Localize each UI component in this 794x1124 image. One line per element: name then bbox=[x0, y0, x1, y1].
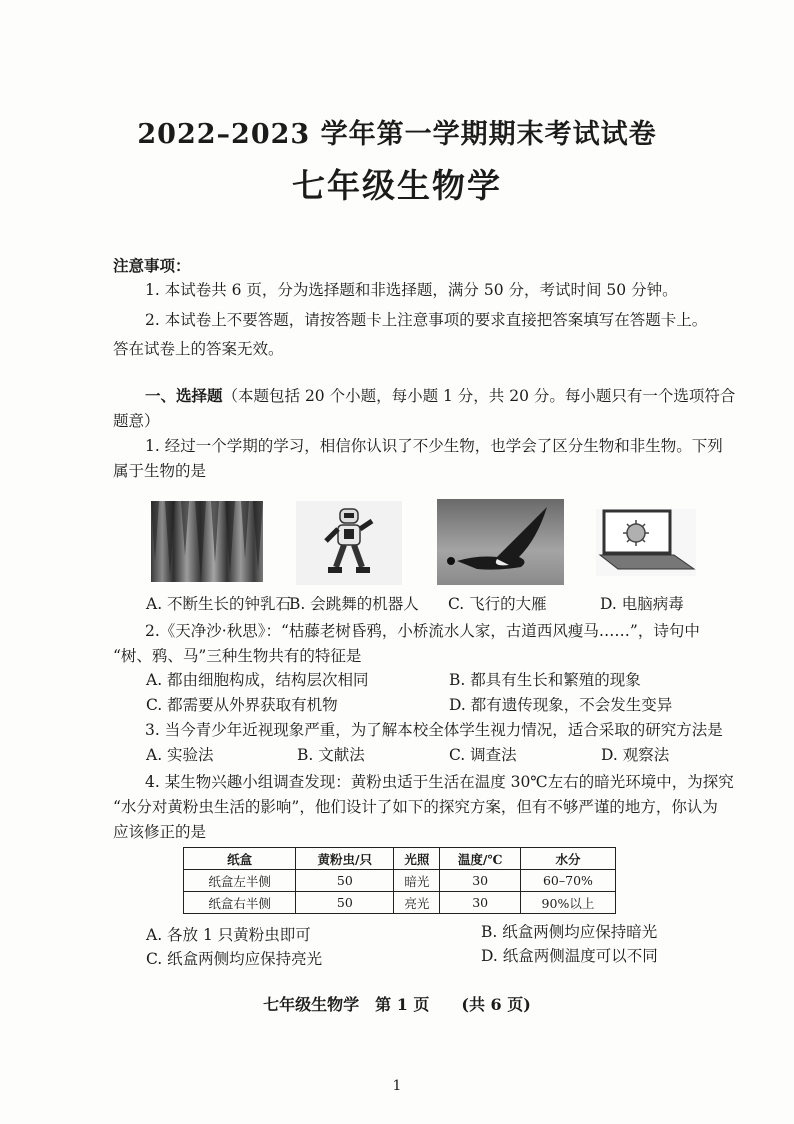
table-cell: 纸盒右半侧 bbox=[184, 892, 296, 914]
stalactite-image bbox=[151, 501, 263, 582]
table-header-row bbox=[184, 848, 616, 870]
q2-stem-cont: “树、鸦、马”三种生物共有的特征是 bbox=[113, 647, 362, 665]
notice-item-1: 1. 本试卷共 6 页，分为选择题和非选择题，满分 50 分，考试时间 50 分钟。 bbox=[145, 281, 678, 299]
q4-option-b: B. 纸盒两侧均应保持暗光 bbox=[481, 923, 658, 941]
table-cell: 50 bbox=[296, 892, 394, 914]
table-row bbox=[184, 892, 616, 914]
q4-stem-cont: “水分对黄粉虫生活的影响”，他们设计了如下的探究方案，但有不够严谨的地方，你认为 bbox=[113, 798, 718, 816]
q3-option-d: D. 观察法 bbox=[601, 746, 670, 764]
table-cell: 60–70% bbox=[520, 870, 615, 892]
section-title: 一、选择题 bbox=[145, 386, 223, 405]
table-cell: 亮光 bbox=[394, 892, 440, 914]
q4-stem-cont-2: 应该修正的是 bbox=[113, 823, 207, 841]
table-cell: 暗光 bbox=[394, 870, 440, 892]
table-header-cell: 黄粉虫/只 bbox=[296, 848, 394, 870]
q1-stem: 1. 经过一个学期的学习，相信你认识了不少生物，也学会了区分生物和非生物。下列 bbox=[145, 437, 723, 455]
dancing-robot-image bbox=[296, 501, 402, 585]
q1-option-d: D. 电脑病毒 bbox=[600, 595, 684, 613]
q1-option-c: C. 飞行的大雁 bbox=[448, 595, 547, 613]
q1-option-a: A. 不断生长的钟乳石 bbox=[146, 595, 292, 613]
table-header-cell: 光照 bbox=[394, 848, 440, 870]
q2-option-d: D. 都有遗传现象，不会发生变异 bbox=[449, 696, 673, 714]
notice-item-2: 2. 本试卷上不要答题，请按答题卡上注意事项的要求直接把答案填写在答题卡上。 bbox=[145, 311, 708, 329]
section-heading bbox=[145, 384, 735, 408]
table-cell: 30 bbox=[440, 870, 520, 892]
exam-subtitle: 七年级生物学 bbox=[292, 166, 502, 205]
page-number: 1 bbox=[392, 1078, 402, 1094]
q3-option-b: B. 文献法 bbox=[297, 746, 365, 764]
table-cell: 50 bbox=[296, 870, 394, 892]
q2-option-b: B. 都具有生长和繁殖的现象 bbox=[449, 671, 641, 689]
q2-stem: 2.《天净沙·秋思》：“枯藤老树昏鸦，小桥流水人家，古道西风瘦马……”，诗句中 bbox=[145, 622, 700, 640]
q4-option-a: A. 各放 1 只黄粉虫即可 bbox=[146, 926, 311, 944]
q3-option-c: C. 调查法 bbox=[449, 746, 517, 764]
q4-option-c: C. 纸盒两侧均应保持亮光 bbox=[146, 950, 323, 968]
computer-virus-image bbox=[596, 509, 696, 576]
notice-item-2-cont: 答在试卷上的答案无效。 bbox=[113, 340, 284, 358]
exam-title: 2022–2023 学年第一学期期末考试试卷 bbox=[137, 119, 657, 150]
q4-option-d: D. 纸盒两侧温度可以不同 bbox=[481, 947, 658, 965]
table-header-cell: 纸盒 bbox=[184, 848, 296, 870]
table-cell: 90%以上 bbox=[520, 892, 615, 914]
table-row bbox=[184, 870, 616, 892]
table-header-cell: 水分 bbox=[520, 848, 615, 870]
table-header-cell: 温度/℃ bbox=[440, 848, 520, 870]
table-cell: 30 bbox=[440, 892, 520, 914]
table-cell: 纸盒左半侧 bbox=[184, 870, 296, 892]
page-footer: 七年级生物学 第 1 页 (共 6 页) bbox=[263, 995, 531, 1014]
experiment-table bbox=[183, 847, 616, 914]
q1-stem-cont: 属于生物的是 bbox=[113, 462, 207, 480]
wild-goose-image bbox=[437, 499, 564, 585]
q2-option-c: C. 都需要从外界获取有机物 bbox=[146, 696, 338, 714]
notice-heading: 注意事项： bbox=[113, 256, 191, 275]
q4-stem: 4. 某生物兴趣小组调查发现：黄粉虫适于生活在温度 30℃左右的暗光环境中，为探究 bbox=[145, 773, 734, 791]
q3-stem: 3. 当今青少年近视现象严重，为了解本校全体学生视力情况，适合采取的研究方法是 bbox=[145, 721, 723, 739]
q2-option-a: A. 都由细胞构成，结构层次相同 bbox=[146, 671, 369, 689]
q3-option-a: A. 实验法 bbox=[146, 746, 214, 764]
section-desc: （本题包括 20 个小题，每小题 1 分，共 20 分。每小题只有一个选项符合 bbox=[222, 387, 736, 405]
q1-option-b: B. 会跳舞的机器人 bbox=[289, 595, 419, 613]
section-desc-cont: 题意） bbox=[113, 412, 160, 430]
